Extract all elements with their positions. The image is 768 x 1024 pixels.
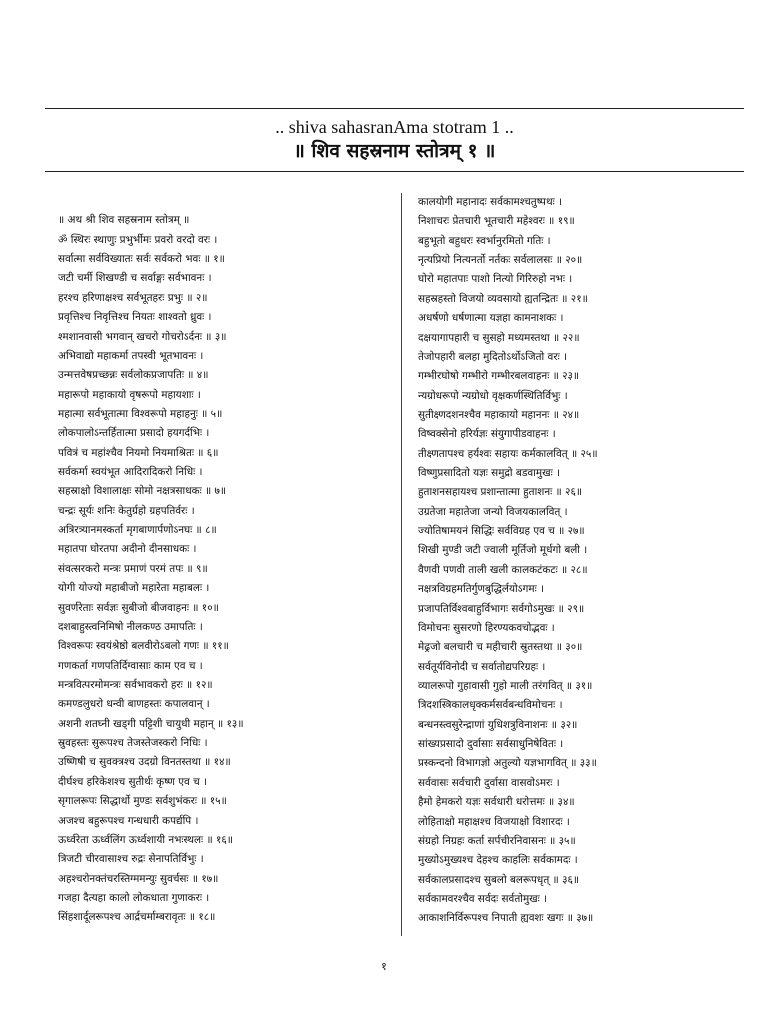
verse-line: सिंहशार्दूलरूपश्च आर्द्रचर्माम्बरावृतः ॥ १८॥ (58, 911, 216, 924)
verse-line: गजहा दैत्यहा कालो लोकधाता गुणाकरः । (58, 891, 210, 904)
header-top-rule (45, 108, 744, 109)
verse-line: सुतीक्ष्णदशनश्चैव महाकायो महाननः ॥ २४॥ (418, 408, 580, 421)
verse-line: व्यालरूपो गुहावासी गुहो माली तरंगवित् ॥ ३१॥ (418, 679, 593, 692)
verse-line: उष्णिषी च सुवक्त्रश्च उदग्रो विनतस्तथा ॥ १४॥ (58, 756, 231, 769)
verse-line: स्रुवहस्तः सुरूपश्च तेजस्तेजस्करो निधिः । (58, 737, 208, 750)
verse-line: तीक्ष्णतापश्च हर्यश्वः सहायः कर्मकालवित् ॥ २५॥ (418, 447, 598, 460)
verse-line: आकाशनिर्विरूपश्च निपाती ह्यवशः खगः ॥ ३७॥ (418, 912, 594, 925)
verse-line: महातपा घोरतपा अदीनो दीनसाधकः । (58, 543, 197, 556)
right-verse-column (418, 193, 718, 929)
verse-line: कालयोगी महानादः सर्वकामश्चतुष्पथः । (418, 196, 562, 208)
verse-line: प्रवृत्तिश्च निवृत्तिश्च नियतः शाश्वतो ध्रुवः । (58, 311, 212, 324)
verse-line: ऊर्ध्वरेता ऊर्ध्वलिंग ऊर्ध्वशायी नभःस्थलः ॥ १६॥ (58, 833, 234, 846)
verse-line: सांख्यप्रसादो दुर्वासाः सर्वसाधुनिषेवितः । (418, 738, 564, 751)
verse-line: दशबाहुस्त्वनिमिषो नीलकण्ठ उमापतिः । (58, 620, 203, 633)
verse-line: महात्मा सर्वभूतात्मा विश्वरूपो महाहनुः ॥ ५॥ (58, 407, 223, 420)
page-title-latin: .. shiva sahasranAma stotram 1 .. (275, 117, 514, 137)
left-verse-column (58, 192, 388, 928)
verse-line: दक्षयागापहारी च सुसहो मध्यमस्तथा ॥ २२॥ (418, 331, 580, 344)
verse-line: सर्वात्मा सर्वविख्यातः सर्वः सर्वकरो भवः ॥ १॥ (58, 253, 225, 266)
verse-line: विश्वरूपः स्वयंश्रेष्ठो बलवीरोऽबलो गणः ॥ ११॥ (58, 640, 229, 653)
verse-line: नक्षत्रविग्रहमतिर्गुणबुद्धिर्लयोऽगमः । (418, 583, 544, 596)
verse-line: गम्भीरघोषो गम्भीरो गम्भीरबलवाहनः ॥ २३॥ (418, 370, 580, 383)
verse-line: गणकर्ता गणपतिर्दिग्वासाः काम एव च । (58, 659, 203, 672)
verse-line: योगी योज्यो महाबीजो महारेता महाबलः । (58, 582, 210, 595)
verse-line: त्रिजटी चीरवासाश्च रुद्रः सेनापतिर्विभुः । (58, 853, 204, 866)
verse-line: प्रस्कन्दनो विभागज्ञो अतुल्यो यज्ञभागवित् ॥ ३३॥ (418, 757, 597, 770)
verse-line: श्मशानवासी भगवान् खचरो गोचरोऽर्दनः ॥ ३॥ (58, 330, 227, 343)
verse-line: हैमो हेमकरो यज्ञः सर्वधारी धरोत्तमः ॥ ३४॥ (418, 796, 575, 809)
verse-line: हुताशनसहायश्च प्रशान्तात्मा हुताशनः ॥ २६॥ (418, 486, 583, 499)
verse-line: कमण्डलुधरो धन्वी बाणहस्तः कपालवान् । (58, 698, 210, 711)
verse-line: त्रिदशस्त्रिकालधृक्कर्मसर्वबन्धविमोचनः । (418, 699, 563, 712)
verse-line: उग्रतेजा महातेजा जन्यो विजयकालवित् । (418, 505, 568, 518)
header-bottom-rule (45, 171, 744, 172)
verse-line: सर्वकामवरश्चैव सर्वदः सर्वतोमुखः । (418, 892, 547, 905)
verse-line: विष्णुप्रसादितो यज्ञः समुद्रो बडवामुखः । (418, 467, 560, 480)
verse-line: निशाचरः प्रेतचारी भूतचारी महेश्वरः ॥ १९॥ (418, 215, 575, 228)
verse-line: अजश्च बहुरूपश्च गन्धधारी कपर्द्यपि । (58, 814, 199, 827)
verse-line: दीर्घश्च हरिकेशश्च सुतीर्थः कृष्ण एव च । (58, 775, 207, 788)
verse-line: सर्ववासः सर्वचारी दुर्वासा वासवोऽमरः । (418, 776, 560, 789)
verse-line: मेढ्रजो बलचारी च महीचारी स्रुतस्तथा ॥ ३०॥ (418, 641, 583, 654)
verse-line: बन्धनस्त्वसुरेन्द्राणां युधिशत्रुविनाशनः ॥ ३२॥ (418, 718, 578, 731)
verse-line: सहस्राक्षो विशालाक्षः सोमो नक्षत्रसाधकः ॥ ७॥ (58, 485, 227, 498)
verse-line (58, 192, 388, 211)
verse-line: चन्द्रः सूर्यः शनिः केतुर्ग्रहो ग्रहपतिर्वरः । (58, 504, 195, 517)
column-divider (401, 193, 402, 936)
verse-line: महारूपो महाकायो वृषरूपो महायशाः । (58, 388, 201, 401)
verse-line: शिखी मुण्डी जटी ज्वाली मूर्तिजो मूर्धगो बली । (418, 544, 588, 557)
verse-line: ॐ स्थिरः स्थाणुः प्रभुर्भीमः प्रवरो वरदो वरः । (58, 233, 218, 246)
verse-line: अभिवाद्यो महाकर्मा तपस्वी भूतभावनः । (58, 349, 204, 362)
verse-line: मन्त्रवित्परमोमन्त्रः सर्वभावकरो हरः ॥ १२॥ (58, 678, 213, 691)
verse-line: विमोचनः सुसरणो हिरण्यकवचोद्भवः । (418, 621, 555, 634)
verse-line: वैणवी पणवी ताली खली कालकटंकटः ॥ २८॥ (418, 563, 588, 576)
verse-line: सृगालरूपः सिद्धार्थो मुण्डः सर्वशुभंकरः ॥ १५॥ (58, 795, 227, 808)
verse-line: संवत्सरकरो मन्त्रः प्रमाणं परमं तपः ॥ ९॥ (58, 562, 208, 575)
verse-line: पवित्रं च महांश्चैव नियमो नियमाश्रितः ॥ ६॥ (58, 446, 219, 459)
verse-line: संग्रहो निग्रहः कर्ता सर्पचीरनिवासनः ॥ ३५॥ (418, 834, 576, 847)
verse-line: उन्मत्तवेषप्रच्छन्नः सर्वलोकप्रजापतिः ॥ ४॥ (58, 369, 209, 382)
verse-line: सुवर्णरेताः सर्वज्ञः सुबीजो बीजवाहनः ॥ १०॥ (58, 601, 219, 614)
verse-line: जटी चर्मी शिखण्डी च सर्वाङ्गः सर्वभावनः । (58, 272, 212, 285)
verse-line: अत्रिरत्र्यानमस्कर्ता मृगबाणार्पणोऽनघः ॥ ८॥ (58, 524, 217, 537)
verse-line: घोरो महातपाः पाशो नित्यो गिरिरुहो नभः । (418, 273, 573, 286)
verse-line: तेजोपहारी बलहा मुदितोऽर्थोऽजितो वरः । (418, 350, 567, 363)
verse-line: मुख्योऽमुख्यश्च देहश्च काहलिः सर्वकामदः । (418, 854, 578, 867)
verse-line: अशनी शतघ्नी खड्गी पट्टिशी चायुधी महान् ॥ १३॥ (58, 717, 244, 730)
verse-line: हरश्च हरिणाक्षश्च सर्वभूतहरः प्रभुः ॥ २॥ (58, 291, 208, 304)
verse-line: नृत्यप्रियो नित्यनर्तो नर्तकः सर्वलालसः ॥ २०॥ (418, 254, 583, 267)
verse-line: विष्वक्सेनो हरिर्यज्ञः संयुगापीडवाहनः । (418, 428, 556, 441)
verse-line: अधर्षणो धर्षणात्मा यज्ञहा कामनाशकः । (418, 312, 564, 325)
verse-line: ॥ अथ श्री शिव सहस्रनाम स्तोत्रम् ॥ (58, 214, 190, 227)
verse-line: ज्योतिषामयनं सिद्धिः सर्वविग्रह एव च ॥ २७॥ (418, 525, 585, 538)
verse-line: सर्वतूर्यविनोदी च सर्वातोद्यपरिग्रहः । (418, 660, 546, 673)
page-title-devanagari: ॥ शिव सहस्रनाम स्तोत्रम् १ ॥ (293, 140, 496, 162)
verse-line: प्रजापतिर्विश्वबाहुर्विभागः सर्वगोऽमुखः ॥ २९॥ (418, 602, 585, 615)
page-number: १ (381, 960, 387, 973)
verse-line: न्यग्रोधरूपो न्यग्रोधो वृक्षकर्णस्थितिर्विभुः । (418, 389, 568, 402)
verse-line: अहश्चरोनक्तंचरस्तिग्ममन्युः सुवर्चसः ॥ १७॥ (58, 872, 219, 885)
verse-line: सर्वकर्मा स्वयंभूत आदिरादिकरो निधिः । (58, 466, 203, 479)
verse-line: लोकपालोऽन्तर्हितात्मा प्रसादो हयगर्दभिः । (58, 427, 210, 440)
verse-line: सहस्रहस्तो विजयो व्यवसायो ह्यतन्द्रितः ॥ २१॥ (418, 292, 588, 305)
verse-line: सर्वकालप्रसादश्च सुबलो बलरूपधृत् ॥ ३६॥ (418, 873, 580, 886)
verse-line: बहुभूतो बहुधरः स्वर्भानुरमितो गतिः । (418, 234, 551, 247)
verse-line: लोहिताक्षो महाक्षश्च विजयाक्षो विशारदः । (418, 815, 570, 828)
